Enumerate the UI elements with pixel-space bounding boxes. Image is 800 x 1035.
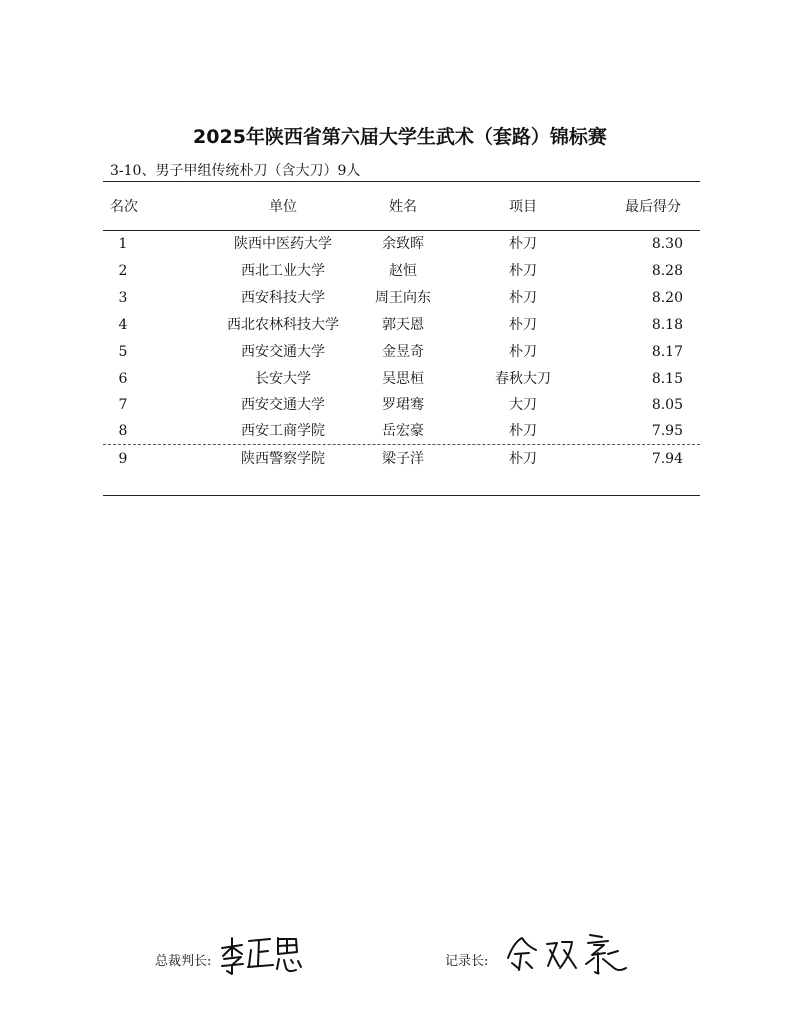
unit-cell: 陕西中医药大学 [234,236,332,252]
event-cell: 春秋大刀 [495,371,551,387]
name-cell: 吴思桓 [382,371,424,387]
name-cell: 金昱奇 [382,344,424,360]
score-cell: 8.05 [651,397,683,413]
unit-cell: 西安科技大学 [241,290,325,306]
name-cell: 罗珺骞 [382,397,424,413]
rank-cell: 2 [118,263,128,279]
table-row [103,231,700,257]
header-event: 项目 [509,199,537,215]
score-cell: 7.95 [651,423,683,439]
name-cell: 岳宏豪 [382,423,424,439]
table-row [103,285,700,311]
event-cell: 朴刀 [509,263,537,279]
table-top-rule [103,181,700,182]
table-row [103,366,700,392]
score-cell: 8.28 [651,263,683,279]
unit-cell: 西北农林科技大学 [227,317,339,333]
recorder-label: 记录长: [445,954,489,969]
table-row [103,258,700,284]
rank-cell: 9 [118,451,128,467]
name-cell: 赵恒 [389,263,417,279]
event-subtitle: 3-10、男子甲组传统朴刀（含大刀）9人 [110,163,361,179]
unit-cell: 西北工业大学 [241,263,325,279]
table-row [103,339,700,365]
header-score: 最后得分 [625,199,681,215]
name-cell: 梁子洋 [382,451,424,467]
rank-cell: 5 [118,344,128,360]
unit-cell: 西安交通大学 [241,397,325,413]
table-header-row [103,194,700,220]
score-cell: 8.17 [651,344,683,360]
rank-cell: 8 [118,423,128,439]
event-cell: 朴刀 [509,451,537,467]
header-rank: 名次 [110,199,138,215]
rank-cell: 4 [118,317,128,333]
table-row [103,446,700,472]
event-cell: 朴刀 [509,290,537,306]
chief-judge-label: 总裁判长: [155,954,212,969]
score-cell: 8.15 [651,371,683,387]
rank-cell: 1 [118,236,128,252]
rank-cell: 7 [118,397,128,413]
unit-cell: 西安交通大学 [241,344,325,360]
score-cell: 8.20 [651,290,683,306]
score-cell: 8.30 [651,236,683,252]
event-cell: 朴刀 [509,317,537,333]
event-cell: 朴刀 [509,344,537,360]
unit-cell: 长安大学 [255,371,311,387]
header-name: 姓名 [389,199,417,215]
name-cell: 郭天恩 [382,317,424,333]
name-cell: 余致晖 [382,236,424,252]
cutoff-dashed-line [103,444,700,445]
table-row [103,312,700,338]
score-cell: 8.18 [651,317,683,333]
unit-cell: 西安工商学院 [241,423,325,439]
event-cell: 朴刀 [509,423,537,439]
unit-cell: 陕西警察学院 [241,451,325,467]
table-row [103,418,700,444]
event-cell: 大刀 [509,397,537,413]
event-cell: 朴刀 [509,236,537,252]
recorder-signature [502,928,632,978]
chief-judge-signature [218,932,303,978]
name-cell: 周王向东 [375,290,431,306]
table-row [103,392,700,418]
rank-cell: 6 [118,371,128,387]
score-cell: 7.94 [651,451,683,467]
table-bottom-rule [103,495,700,496]
rank-cell: 3 [118,290,128,306]
page-title: 2025年陕西省第六届大学生武术（套路）锦标赛 [193,126,607,148]
header-unit: 单位 [269,199,297,215]
